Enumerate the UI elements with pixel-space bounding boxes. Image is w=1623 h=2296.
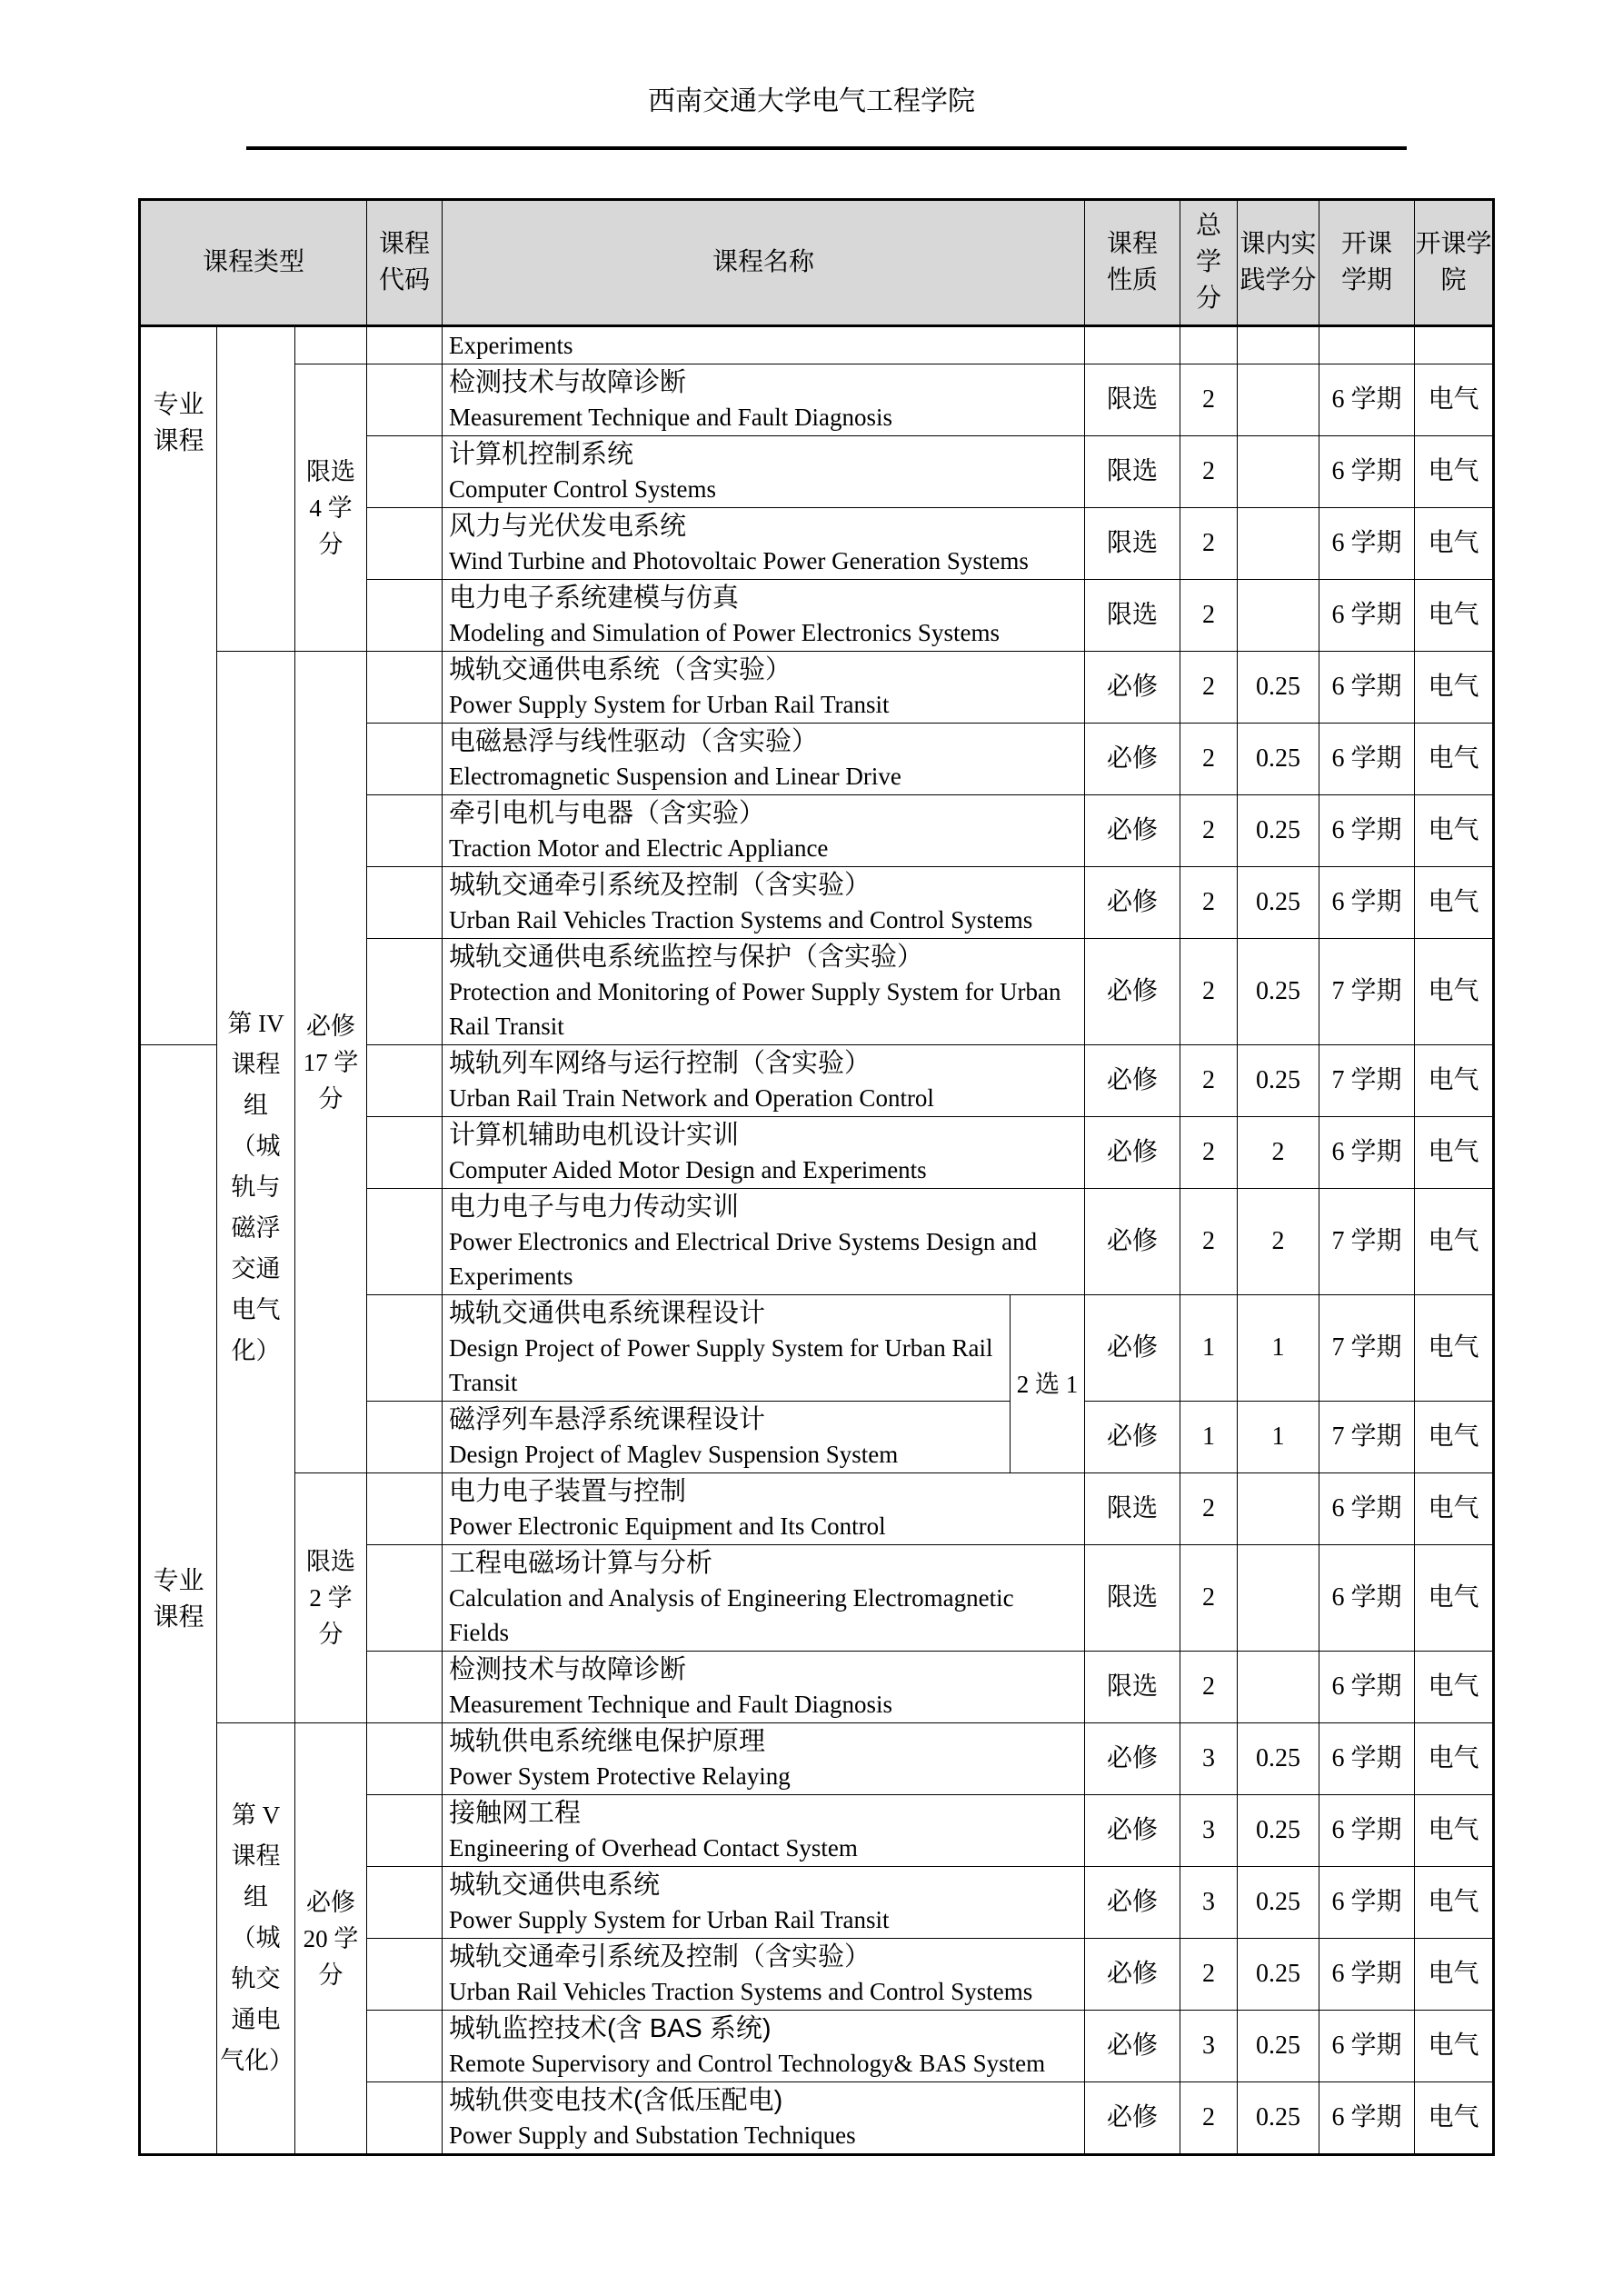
total-credits-cell: 3 [1180, 1795, 1238, 1867]
table-row [140, 1473, 1494, 1545]
practice-credits-cell [1238, 580, 1319, 652]
course-nature-cell: 限选 [1085, 364, 1180, 436]
total-credits-cell: 2 [1180, 724, 1238, 795]
course-nature-cell: 限选 [1085, 1473, 1180, 1545]
college-cell: 电气 [1415, 1867, 1494, 1939]
table-row [140, 1723, 1494, 1795]
course-name-cell [443, 1867, 1085, 1939]
course-name-cn: 电力电子系统建模与仿真 [449, 584, 740, 613]
course-nature-cell: 必修 [1085, 939, 1180, 1045]
course-name-en: Power Supply and Substation Techniques [449, 2121, 856, 2149]
course-nature-cell: 必修 [1085, 2082, 1180, 2155]
course-name-cn: 工程电磁场计算与分析 [449, 1549, 713, 1578]
course-code-cell [367, 326, 443, 364]
college-cell: 电气 [1415, 939, 1494, 1045]
limited-2-credits-cell: 限选 2 学分 [295, 1473, 367, 1723]
course-name-en: Traction Motor and Electric Appliance [449, 834, 829, 862]
course-name-en: Wind Turbine and Photovoltaic Power Generation Systems [449, 547, 1029, 574]
course-name-cell [443, 867, 1085, 939]
course-name-cell [443, 1473, 1085, 1545]
college-cell: 电气 [1415, 508, 1494, 580]
course-code-cell [367, 1867, 443, 1939]
course-nature-cell: 限选 [1085, 1545, 1180, 1652]
semester-cell: 6 学期 [1319, 1473, 1415, 1545]
curriculum-table [138, 198, 1495, 2156]
course-code-cell [367, 580, 443, 652]
total-credits-cell: 2 [1180, 1939, 1238, 2011]
table-row [140, 364, 1494, 436]
course-name-en: Power Electronic Equipment and Its Control [449, 1512, 886, 1540]
course-name-cn: 电磁悬浮与线性驱动（含实验） [449, 727, 819, 756]
course-name-cn: 风力与光伏发电系统 [449, 512, 687, 541]
course-name-en: Modeling and Simulation of Power Electronics Systems [449, 619, 1000, 646]
course-name-en: Urban Rail Vehicles Traction Systems and Control Systems [449, 1978, 1033, 2005]
semester-cell: 6 学期 [1319, 1795, 1415, 1867]
course-name-cell [443, 1295, 1011, 1402]
course-nature-cell: 必修 [1085, 867, 1180, 939]
course-name-cn: 电力电子与电力传动实训 [449, 1193, 740, 1222]
course-code-cell [367, 1045, 443, 1117]
course-name-en: Protection and Monitoring of Power Supply System for Urban Rail Transit [449, 978, 1061, 1040]
course-name-cn: 城轨供电系统继电保护原理 [449, 1727, 766, 1756]
semester-cell: 6 学期 [1319, 2082, 1415, 2155]
total-credits-cell: 3 [1180, 1723, 1238, 1795]
course-name-cn: 电力电子装置与控制 [449, 1477, 687, 1506]
college-cell: 电气 [1415, 1473, 1494, 1545]
course-name-cell [443, 795, 1085, 867]
course-nature-cell: 必修 [1085, 724, 1180, 795]
course-name-cn: 接触网工程 [449, 1799, 582, 1828]
course-nature-cell: 必修 [1085, 1402, 1180, 1473]
course-name-cell [443, 1795, 1085, 1867]
course-name-en: Design Project of Power Supply System for Urban Rail Transit [449, 1334, 993, 1396]
practice-credits-cell: 0.25 [1238, 724, 1319, 795]
practice-credits-cell: 0.25 [1238, 939, 1319, 1045]
course-name-en: Computer Aided Motor Design and Experiments [449, 1156, 927, 1183]
college-cell: 电气 [1415, 1939, 1494, 2011]
practice-credits-cell: 0.25 [1238, 1867, 1319, 1939]
course-name-cell [443, 364, 1085, 436]
college-cell: 电气 [1415, 867, 1494, 939]
course-code-cell [367, 1652, 443, 1723]
course-group-4-cell: 第 IV 课程组（城轨与磁浮交通电气化） [217, 652, 295, 1723]
college-cell: 电气 [1415, 1189, 1494, 1295]
practice-credits-cell: 0.25 [1238, 1939, 1319, 2011]
course-name-cn: 城轨监控技术(含 BAS 系统) [449, 2014, 772, 2043]
total-credits-cell: 2 [1180, 508, 1238, 580]
choose-2-of-1-cell: 2 选 1 [1011, 1295, 1085, 1473]
course-name-cell [443, 939, 1085, 1045]
course-name-en: Design Project of Maglev Suspension System [449, 1441, 899, 1468]
college-cell: 电气 [1415, 436, 1494, 508]
practice-credits-cell [1238, 1545, 1319, 1652]
course-name-cn: 城轨交通供电系统 [449, 1871, 661, 1900]
course-nature-cell: 必修 [1085, 1867, 1180, 1939]
course-name-cell [443, 326, 1085, 364]
total-credits-cell: 2 [1180, 1045, 1238, 1117]
course-code-cell [367, 867, 443, 939]
college-cell: 电气 [1415, 652, 1494, 724]
major-course-group-top-cell: 专业课程 [140, 326, 217, 1045]
course-name-cn: 城轨交通供电系统课程设计 [449, 1299, 766, 1328]
total-credits-cell: 3 [1180, 2011, 1238, 2082]
course-name-cn: 检测技术与故障诊断 [449, 368, 687, 397]
course-nature-cell: 必修 [1085, 1045, 1180, 1117]
semester-cell: 6 学期 [1319, 508, 1415, 580]
practice-credits-cell [1238, 1652, 1319, 1723]
semester-cell: 6 学期 [1319, 1939, 1415, 2011]
course-nature-cell: 限选 [1085, 580, 1180, 652]
college-cell: 电气 [1415, 724, 1494, 795]
total-credits-cell: 2 [1180, 795, 1238, 867]
course-code-cell [367, 508, 443, 580]
course-nature-cell: 必修 [1085, 1189, 1180, 1295]
total-credits-cell: 2 [1180, 436, 1238, 508]
course-nature-cell: 必修 [1085, 2011, 1180, 2082]
course-name-cell [443, 652, 1085, 724]
course-nature-cell: 限选 [1085, 508, 1180, 580]
course-group-5-cell: 第 V 课程组（城轨交通电气化） [217, 1723, 295, 2155]
practice-credits-cell: 1 [1238, 1402, 1319, 1473]
semester-cell: 6 学期 [1319, 364, 1415, 436]
semester-cell: 6 学期 [1319, 436, 1415, 508]
course-code-cell [367, 1402, 443, 1473]
total-credits-cell: 2 [1180, 1473, 1238, 1545]
course-code-cell [367, 652, 443, 724]
practice-credits-cell: 0.25 [1238, 795, 1319, 867]
semester-cell: 6 学期 [1319, 2011, 1415, 2082]
header-row [140, 200, 1494, 326]
title-divider [246, 146, 1407, 150]
college-cell: 电气 [1415, 1723, 1494, 1795]
practice-credits-cell [1238, 1473, 1319, 1545]
course-code-cell [367, 364, 443, 436]
course-name-cell [443, 580, 1085, 652]
limited-4-credits-cell: 限选 4 学分 [295, 364, 367, 652]
total-credits-cell: 2 [1180, 1117, 1238, 1189]
empty-group-cell [217, 326, 295, 652]
course-name-en: Experiments [449, 332, 573, 359]
practice-credits-cell [1238, 364, 1319, 436]
practice-credits-cell: 0.25 [1238, 1723, 1319, 1795]
course-name-cn: 城轨供变电技术(含低压配电) [449, 2086, 783, 2115]
semester-cell: 6 学期 [1319, 1117, 1415, 1189]
semester-cell: 7 学期 [1319, 1402, 1415, 1473]
total-credits-cell: 2 [1180, 1545, 1238, 1652]
page-title: 西南交通大学电气工程学院 [648, 86, 975, 116]
course-code-cell [367, 1795, 443, 1867]
course-nature-cell: 必修 [1085, 1723, 1180, 1795]
table-row [140, 326, 1494, 364]
practice-credits-cell [1238, 436, 1319, 508]
practice-credits-cell: 2 [1238, 1117, 1319, 1189]
required-17-credits-cell: 必修 17 学分 [295, 652, 367, 1473]
course-name-cell [443, 2011, 1085, 2082]
course-name-en: Urban Rail Vehicles Traction Systems and Control Systems [449, 906, 1033, 933]
semester-cell: 6 学期 [1319, 580, 1415, 652]
practice-credits-cell: 0.25 [1238, 867, 1319, 939]
empty-subgroup-cell [295, 326, 367, 364]
course-name-en: Computer Control Systems [449, 475, 717, 503]
header-course-type: 课程类型 [140, 200, 367, 326]
course-name-en: Urban Rail Train Network and Operation Control [449, 1084, 934, 1112]
college-cell: 电气 [1415, 580, 1494, 652]
course-name-cell [443, 436, 1085, 508]
course-name-en: Power Supply System for Urban Rail Transit [449, 691, 890, 718]
course-name-cell [443, 508, 1085, 580]
course-nature-cell: 必修 [1085, 652, 1180, 724]
college-cell: 电气 [1415, 1795, 1494, 1867]
course-name-cell [443, 1189, 1085, 1295]
total-credits-cell: 2 [1180, 1189, 1238, 1295]
semester-cell: 6 学期 [1319, 867, 1415, 939]
semester-cell: 6 学期 [1319, 1545, 1415, 1652]
semester-cell: 6 学期 [1319, 1867, 1415, 1939]
semester-cell: 7 学期 [1319, 939, 1415, 1045]
practice-credits-cell [1238, 326, 1319, 364]
course-code-cell [367, 1295, 443, 1402]
course-name-cn: 检测技术与故障诊断 [449, 1655, 687, 1684]
course-name-cell [443, 1045, 1085, 1117]
course-name-en: Power System Protective Relaying [449, 1762, 791, 1790]
semester-cell [1319, 326, 1415, 364]
header-course-nature: 课程性质 [1085, 200, 1180, 326]
required-20-credits-cell: 必修 20 学分 [295, 1723, 367, 2155]
college-cell: 电气 [1415, 1402, 1494, 1473]
college-cell: 电气 [1415, 2082, 1494, 2155]
practice-credits-cell: 0.25 [1238, 1045, 1319, 1117]
practice-credits-cell: 0.25 [1238, 2011, 1319, 2082]
course-name-en: Engineering of Overhead Contact System [449, 1834, 858, 1862]
course-code-cell [367, 1939, 443, 2011]
course-name-en: Power Supply System for Urban Rail Transit [449, 1906, 890, 1933]
course-nature-cell: 限选 [1085, 436, 1180, 508]
course-name-cell [443, 1117, 1085, 1189]
course-code-cell [367, 1545, 443, 1652]
course-nature-cell: 必修 [1085, 1939, 1180, 2011]
semester-cell: 6 学期 [1319, 795, 1415, 867]
course-nature-cell: 限选 [1085, 1652, 1180, 1723]
course-name-cn: 城轨交通供电系统（含实验） [449, 655, 792, 684]
semester-cell: 7 学期 [1319, 1295, 1415, 1402]
header-total-credits: 总学分 [1180, 200, 1238, 326]
course-nature-cell: 必修 [1085, 795, 1180, 867]
course-name-cell [443, 724, 1085, 795]
total-credits-cell: 3 [1180, 1867, 1238, 1939]
total-credits-cell: 2 [1180, 580, 1238, 652]
practice-credits-cell: 2 [1238, 1189, 1319, 1295]
table-row [140, 652, 1494, 724]
practice-credits-cell: 0.25 [1238, 652, 1319, 724]
course-code-cell [367, 1189, 443, 1295]
semester-cell: 6 学期 [1319, 724, 1415, 795]
course-nature-cell: 必修 [1085, 1117, 1180, 1189]
college-cell: 电气 [1415, 364, 1494, 436]
total-credits-cell: 1 [1180, 1295, 1238, 1402]
total-credits-cell: 2 [1180, 867, 1238, 939]
course-code-cell [367, 436, 443, 508]
college-cell: 电气 [1415, 2011, 1494, 2082]
practice-credits-cell: 0.25 [1238, 1795, 1319, 1867]
course-name-cn: 城轨交通供电系统监控与保护（含实验） [449, 943, 924, 972]
total-credits-cell: 1 [1180, 1402, 1238, 1473]
total-credits-cell: 2 [1180, 2082, 1238, 2155]
course-nature-cell: 必修 [1085, 1295, 1180, 1402]
course-name-en: Electromagnetic Suspension and Linear Drive [449, 763, 901, 790]
course-name-en: Calculation and Analysis of Engineering Electromagnetic Fields [449, 1584, 1014, 1646]
course-name-en: Power Electronics and Electrical Drive Systems Design and Experiments [449, 1228, 1038, 1290]
course-name-cn: 牵引电机与电器（含实验） [449, 799, 766, 828]
college-cell: 电气 [1415, 1545, 1494, 1652]
total-credits-cell: 2 [1180, 939, 1238, 1045]
total-credits-cell: 2 [1180, 364, 1238, 436]
course-name-cn: 计算机辅助电机设计实训 [449, 1121, 740, 1150]
college-cell [1415, 326, 1494, 364]
course-code-cell [367, 1473, 443, 1545]
course-code-cell [367, 795, 443, 867]
course-code-cell [367, 1723, 443, 1795]
course-name-en: Measurement Technique and Fault Diagnosis [449, 404, 893, 431]
course-name-en: Remote Supervisory and Control Technology& BAS System [449, 2050, 1046, 2077]
course-name-cell [443, 1723, 1085, 1795]
semester-cell: 6 学期 [1319, 652, 1415, 724]
header-course-code: 课程代码 [367, 200, 443, 326]
college-cell: 电气 [1415, 1045, 1494, 1117]
course-nature-cell: 必修 [1085, 1795, 1180, 1867]
practice-credits-cell: 1 [1238, 1295, 1319, 1402]
course-name-cn: 城轨交通牵引系统及控制（含实验） [449, 871, 871, 900]
course-name-cell [443, 1545, 1085, 1652]
total-credits-cell: 2 [1180, 652, 1238, 724]
header-course-name: 课程名称 [443, 200, 1085, 326]
course-name-cn: 城轨交通牵引系统及控制（含实验） [449, 1942, 871, 1972]
header-practice-credits: 课内实践学分 [1238, 200, 1319, 326]
header-college: 开课学院 [1415, 200, 1494, 326]
practice-credits-cell: 0.25 [1238, 2082, 1319, 2155]
major-course-group-bottom-cell: 专业课程 [140, 1045, 217, 2155]
course-code-cell [367, 2011, 443, 2082]
total-credits-cell: 2 [1180, 1652, 1238, 1723]
college-cell: 电气 [1415, 795, 1494, 867]
total-credits-cell [1180, 326, 1238, 364]
header-semester: 开课学期 [1319, 200, 1415, 326]
course-name-cell [443, 1652, 1085, 1723]
semester-cell: 7 学期 [1319, 1189, 1415, 1295]
course-name-cell [443, 2082, 1085, 2155]
practice-credits-cell [1238, 508, 1319, 580]
college-cell: 电气 [1415, 1652, 1494, 1723]
semester-cell: 6 学期 [1319, 1723, 1415, 1795]
college-cell: 电气 [1415, 1117, 1494, 1189]
course-name-en: Measurement Technique and Fault Diagnosis [449, 1691, 893, 1718]
course-name-cell [443, 1939, 1085, 2011]
course-name-cn: 磁浮列车悬浮系统课程设计 [449, 1405, 766, 1434]
course-nature-cell [1085, 326, 1180, 364]
course-code-cell [367, 724, 443, 795]
course-name-cn: 城轨列车网络与运行控制（含实验） [449, 1049, 871, 1078]
course-code-cell [367, 939, 443, 1045]
semester-cell: 7 学期 [1319, 1045, 1415, 1117]
college-cell: 电气 [1415, 1295, 1494, 1402]
course-name-cell [443, 1402, 1011, 1473]
course-name-cn: 计算机控制系统 [449, 440, 634, 469]
semester-cell: 6 学期 [1319, 1652, 1415, 1723]
course-code-cell [367, 1117, 443, 1189]
course-code-cell [367, 2082, 443, 2155]
